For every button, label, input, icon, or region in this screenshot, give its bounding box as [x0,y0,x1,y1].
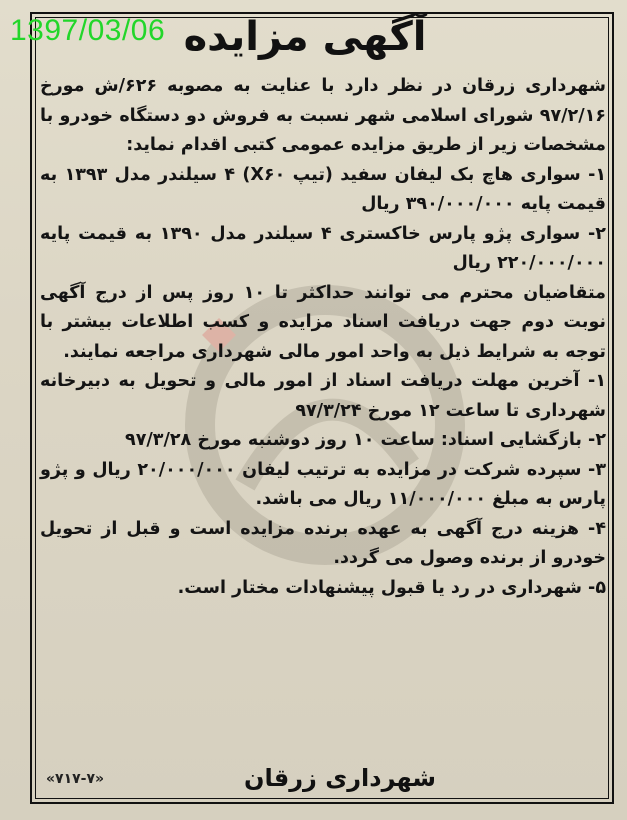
condition-item-5: ۵- شهرداری در رد یا قبول پیشنهادات مختار است. [177,577,606,598]
vehicle-item-2: ۲- سواری پژو پارس خاکستری ۴ سیلندر مدل ۱۳۹۰ به قیمت پایه ۲۲۰/۰۰۰/۰۰۰ ریال [40,223,606,273]
condition-item-3: ۳- سپرده شرکت در مزایده به ترتیب لیفان ۲۰/۰۰۰/۰۰۰ ریال و پژو پارس به مبلغ ۱۱/۰۰۰/۰۰۰ ریال می باشد. [40,459,606,509]
date-stamp: 1397/03/06 [10,14,166,47]
intro-paragraph: شهرداری زرقان در نظر دارد با عنایت به مصوبه ۶۲۶/ش مورخ ۹۷/۲/۱۶ شورای اسلامی شهر نسبت به فروش دو دستگاه خودرو با مشخصات زیر از طریق مزایده عمومی کتبی اقدام نماید: [40,76,606,155]
applicants-paragraph: متقاضیان محترم می توانند حداکثر تا ۱۰ روز پس از درج آگهی نوبت دوم جهت دریافت اسناد مزایده و کسب اطلاعات بیشتر با توجه به شرایط ذیل به واحد امور مالی شهرداری مراجعه نمایند. [40,282,606,362]
notice-body [40,72,606,603]
notice-title: آگهی مزایده [183,14,427,60]
footer-code: «۷۱۷-۷» [46,771,105,787]
condition-item-4: ۴- هزینه درج آگهی به عهده برنده مزایده است و قبل از تحویل خودرو از برنده وصول می گردد. [40,518,606,568]
condition-item-1: ۱- آخرین مهلت دریافت اسناد از امور مالی و تحویل به دبیرخانه شهرداری تا ساعت ۱۲ مورخ ۹۷/۳/۲۴ [40,371,606,421]
vehicle-item-1: ۱- سواری هاچ بک لیفان سفید (تیپ X۶۰) ۴ سیلندر مدل ۱۳۹۳ به قیمت پایه ۳۹۰/۰۰۰/۰۰۰ ریال [40,164,607,214]
condition-item-2: ۲- بازگشایی اسناد: ساعت ۱۰ روز دوشنبه مورخ ۹۷/۳/۲۸ [125,430,606,450]
signature: شهرداری زرقان [244,764,436,792]
